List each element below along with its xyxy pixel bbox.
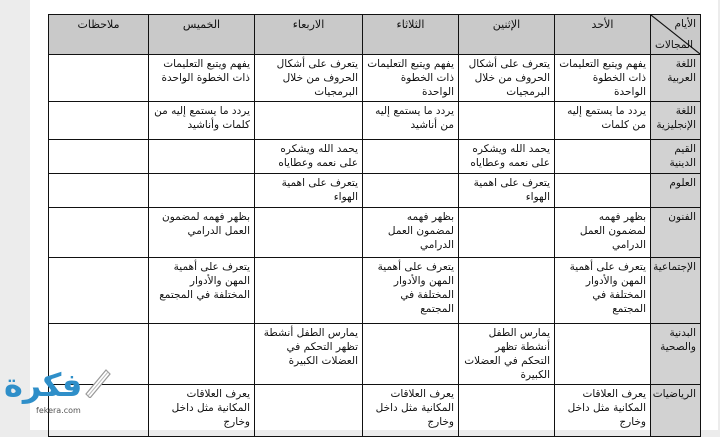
subject-cell: الفنون [651, 208, 701, 258]
subject-cell: البدنية والصحية [651, 324, 701, 385]
plan-cell: يعرف العلاقات المكانية مثل داخل وخارج [149, 385, 255, 437]
corner-domains-label: المجالات [655, 39, 694, 51]
plan-cell [555, 324, 651, 385]
table-row [49, 208, 701, 258]
plan-cell [149, 140, 255, 174]
plan-cell: يمارس الطفل أنشطة تظهر التحكم في العضلات الكبيرة [255, 324, 363, 385]
notes-cell [49, 208, 149, 258]
subject-cell: القيم الدينية [651, 140, 701, 174]
plan-cell: يفهم ويتبع التعليمات ذات الخطوة الواحدة [363, 55, 459, 102]
plan-cell: يتعرف على أهمية المهن والأدوار المختلفة في المجتمع [149, 258, 255, 324]
notes-header: ملاحظات [49, 15, 149, 55]
plan-cell: يفهم ويتبع التعليمات ذات الخطوة الواحدة [555, 55, 651, 102]
plan-cell: يتعرف على اهمية الهواء [255, 174, 363, 208]
plan-cell: يردد ما يستمع إليه من كلمات وأناشيد [149, 102, 255, 140]
table-row [49, 258, 701, 324]
table-row [49, 102, 701, 140]
site-logo [0, 362, 118, 422]
table-row [49, 55, 701, 102]
plan-cell [363, 324, 459, 385]
plan-cell: يحمد الله ويشكره على نعمه وعطاياه [255, 140, 363, 174]
plan-cell [459, 385, 555, 437]
plan-cell [149, 174, 255, 208]
plan-cell: يردد ما يستمع إليه من كلمات [555, 102, 651, 140]
day-header-sunday: الأحد [555, 15, 651, 55]
corner-header-cell [651, 15, 701, 55]
table-row [49, 140, 701, 174]
notes-cell [49, 140, 149, 174]
plan-cell: يعرف العلاقات المكانية مثل داخل وخارج [555, 385, 651, 437]
subject-cell: اللغة العربية [651, 55, 701, 102]
logo-wordmark: فكرة [4, 366, 83, 404]
plan-cell [459, 208, 555, 258]
day-header-tuesday: الثلاثاء [363, 15, 459, 55]
document-page [30, 0, 718, 430]
plan-cell [255, 385, 363, 437]
plan-cell [149, 324, 255, 385]
plan-cell [555, 140, 651, 174]
table-row [49, 385, 701, 437]
plan-cell [555, 174, 651, 208]
plan-cell [459, 258, 555, 324]
plan-cell: يتعرف على أهمية المهن والأدوار المختلفة في المجتمع [555, 258, 651, 324]
table-row [49, 174, 701, 208]
plan-cell: يتعرف على أشكال الحروف من خلال البرمجيات [459, 55, 555, 102]
plan-cell: يردد ما يستمع إليه من أناشيد [363, 102, 459, 140]
plan-cell [459, 102, 555, 140]
corner-days-label: الأيام [674, 18, 696, 30]
plan-cell [255, 102, 363, 140]
day-header-thursday: الخميس [149, 15, 255, 55]
notes-cell [49, 102, 149, 140]
plan-cell: بظهر فهمه لمضمون العمل الدرامي [363, 208, 459, 258]
logo-url: fekera.com [36, 406, 81, 415]
notes-cell [49, 55, 149, 102]
header-row [49, 15, 701, 55]
plan-cell: بظهر فهمه لمضمون العمل الدرامي [555, 208, 651, 258]
plan-cell: يتعرف على اهمية الهواء [459, 174, 555, 208]
plan-cell [255, 258, 363, 324]
subject-cell: العلوم [651, 174, 701, 208]
subject-cell: الإجتماعية [651, 258, 701, 324]
plan-cell [363, 140, 459, 174]
notes-cell [49, 174, 149, 208]
weekly-plan-table [48, 14, 701, 437]
day-header-monday: الإثنين [459, 15, 555, 55]
table-row [49, 324, 701, 385]
pencil-icon [82, 364, 112, 398]
plan-cell [363, 174, 459, 208]
subject-cell: اللغة الإنجليزية [651, 102, 701, 140]
plan-cell: يتعرف على أشكال الحروف من خلال البرمجيات [255, 55, 363, 102]
plan-cell: يعرف العلاقات المكانية مثل داخل وخارج [363, 385, 459, 437]
subject-cell: الرياضيات [651, 385, 701, 437]
plan-cell: يمارس الطفل أنشطة تظهر التحكم في العضلات الكبيرة [459, 324, 555, 385]
plan-cell: يتعرف على أهمية المهن والأدوار المختلفة في المجتمع [363, 258, 459, 324]
notes-cell [49, 258, 149, 324]
plan-cell: بظهر فهمه لمضمون العمل الدرامي [149, 208, 255, 258]
plan-cell [255, 208, 363, 258]
day-header-wednesday: الاربعاء [255, 15, 363, 55]
plan-cell: يحمد الله ويشكره على نعمه وعطاياه [459, 140, 555, 174]
plan-cell: يفهم ويتبع التعليمات ذات الخطوة الواحدة [149, 55, 255, 102]
